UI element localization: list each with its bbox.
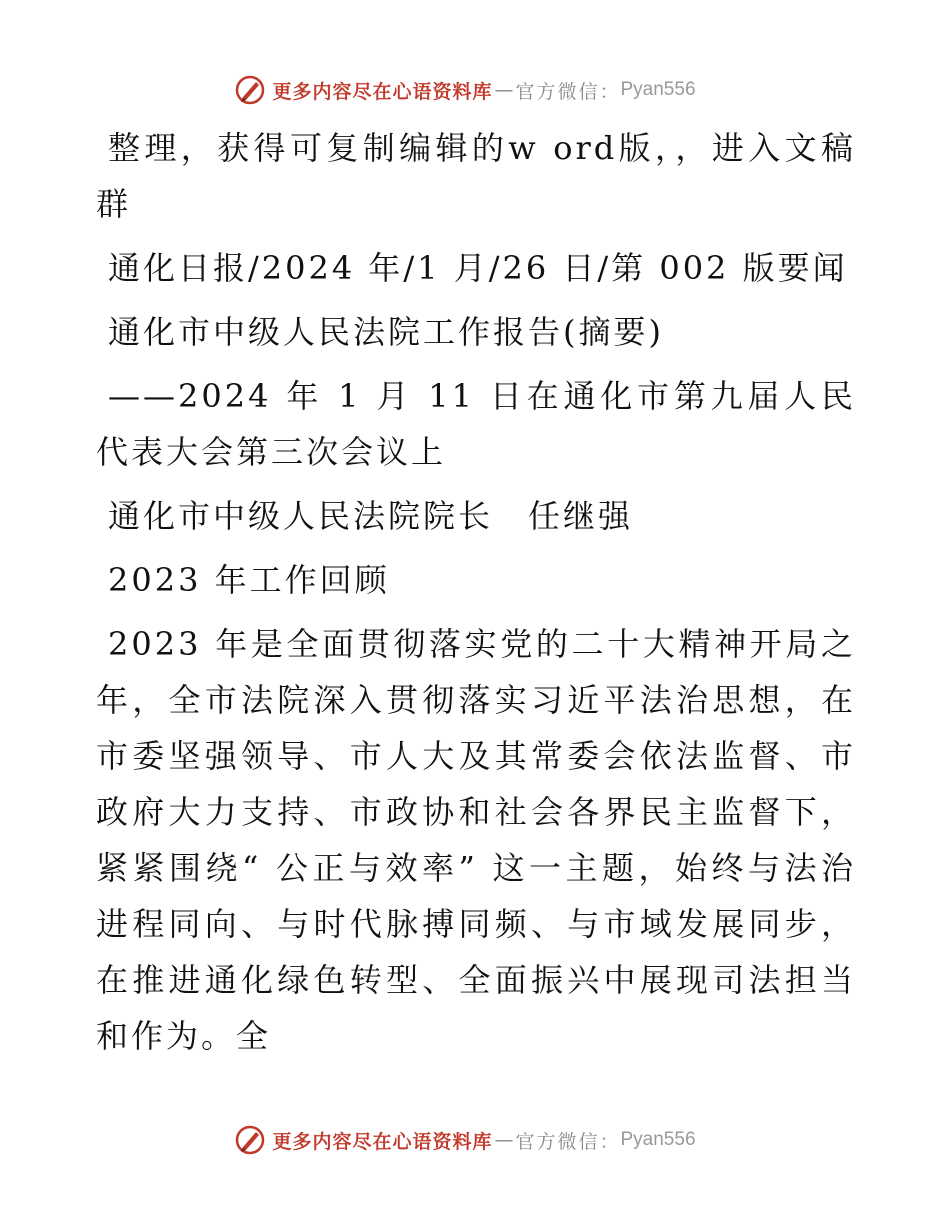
document-title: 通化市中级人民法院工作报告(摘要) — [108, 313, 664, 351]
watermark-account: Pyan556 — [620, 1129, 696, 1150]
watermark-banner-bottom — [0, 1120, 950, 1160]
document-subtitle: ——2024 年 1 月 11 日在通化市第九届人民代表大会第三次会议上 — [96, 377, 856, 471]
paragraph-source: 通化日报/2024 年/1 月/26 日/第 002 版要闻 — [108, 249, 848, 287]
watermark-separator: — — [494, 1129, 514, 1151]
watermark-banner-top — [0, 70, 950, 110]
watermark-label: 官方微信： — [515, 1130, 621, 1153]
watermark-account: Pyan556 — [620, 79, 696, 100]
section-heading: 2023 年工作回顾 — [108, 561, 390, 599]
watermark-label: 官方微信： — [515, 80, 621, 103]
watermark-brand: 更多内容尽在心语资料库 — [272, 1130, 493, 1153]
pen-logo-icon — [234, 74, 266, 106]
paragraph-intro: 整理，获得可复制编辑的w ord版，，进入文稿群 — [96, 129, 856, 223]
document-author: 通化市中级人民法院院长 任继强 — [108, 497, 634, 535]
watermark-brand: 更多内容尽在心语资料库 — [272, 80, 493, 103]
document-body — [96, 120, 856, 1064]
pen-logo-icon — [234, 1124, 266, 1156]
body-paragraph: 2023 年是全面贯彻落实党的二十大精神开局之年，全市法院深入贯彻落实习近平法治思想，在市委坚强领导、市人大及其常委会依法监督、市政府大力支持、市政协和社会各界民主监督下，紧紧围绕“ 公正与效率” 这一主题，始终与法治进程同向、与时代脉搏同频、与市域发展同步，在推进通化绿色转型、全面振兴中展现司法担当和作为。全 — [96, 625, 856, 1055]
watermark-separator: — — [494, 79, 514, 101]
